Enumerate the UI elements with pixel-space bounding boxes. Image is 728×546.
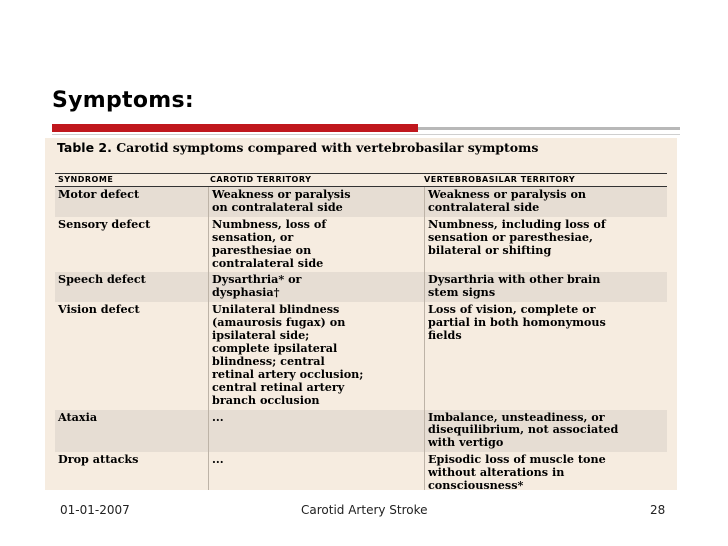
carotid-line: dysphasia†	[212, 285, 280, 300]
footer-page-number: 28	[650, 503, 666, 517]
vertebrobasilar-line: Loss of vision, complete or	[428, 302, 596, 317]
syndrome-cell: Motor defect	[55, 187, 209, 217]
carotid-cell	[209, 410, 425, 453]
table-caption	[57, 140, 657, 155]
vertebrobasilar-line: without alterations in	[428, 465, 565, 480]
vertebrobasilar-cell	[425, 187, 668, 217]
vertebrobasilar-cell	[425, 302, 668, 409]
table-row	[55, 452, 667, 490]
carotid-line: Dysarthria* or	[212, 272, 302, 287]
table-row	[55, 410, 667, 453]
carotid-cell	[209, 452, 425, 490]
vertebrobasilar-line: Numbness, including loss of	[428, 216, 606, 231]
title-underline-accent	[52, 124, 418, 132]
table-row	[55, 272, 667, 302]
carotid-cell	[209, 217, 425, 273]
carotid-line: on contralateral side	[212, 199, 343, 214]
vertebrobasilar-line: contralateral side	[428, 199, 540, 214]
carotid-line: complete ipsilateral	[212, 340, 338, 355]
carotid-line: ...	[212, 409, 224, 424]
syndrome-cell: Drop attacks	[55, 452, 209, 490]
vertebrobasilar-line: Episodic loss of muscle tone	[428, 452, 606, 467]
table-row	[55, 217, 667, 273]
syndrome-cell: Sensory defect	[55, 217, 209, 273]
carotid-line: paresthesiae on	[212, 242, 312, 257]
table-header	[55, 173, 667, 187]
carotid-line: ipsilateral side;	[212, 328, 310, 343]
vertebrobasilar-cell	[425, 452, 668, 490]
carotid-line: contralateral side	[212, 255, 324, 270]
vertebrobasilar-line: consciousness*	[428, 478, 524, 490]
vertebrobasilar-line: bilateral or shifting	[428, 242, 552, 257]
title-divider	[52, 134, 680, 135]
slide-title: Symptoms:	[52, 88, 195, 113]
carotid-cell	[209, 302, 425, 409]
footer-title: Carotid Artery Stroke	[301, 503, 428, 517]
carotid-line: blindness; central	[212, 353, 325, 368]
vertebrobasilar-cell	[425, 272, 668, 302]
vertebrobasilar-line: Imbalance, unsteadiness, or	[428, 409, 605, 424]
table-caption-label: Table 2.	[57, 140, 112, 155]
vertebrobasilar-line: sensation or paresthesiae,	[428, 229, 593, 244]
title-underline-rule	[418, 127, 680, 130]
syndrome-cell: Speech defect	[55, 272, 209, 302]
vertebrobasilar-line: stem signs	[428, 285, 496, 300]
vertebrobasilar-line: Dysarthria with other brain	[428, 272, 601, 287]
syndrome-cell: Ataxia	[55, 410, 209, 453]
syndrome-cell: Vision defect	[55, 302, 209, 409]
vertebrobasilar-line: disequilibrium, not associated	[428, 422, 619, 437]
vertebrobasilar-line: Weakness or paralysis on	[428, 187, 587, 201]
vertebrobasilar-line: with vertigo	[428, 435, 504, 450]
carotid-line: Numbness, loss of	[212, 216, 327, 231]
carotid-line: sensation, or	[212, 229, 294, 244]
vertebrobasilar-cell	[425, 217, 668, 273]
carotid-line: (amaurosis fugax) on	[212, 315, 346, 330]
header-vertebrobasilar: VERTEBROBASILAR TERRITORY	[424, 175, 576, 184]
carotid-line: branch occlusion	[212, 392, 320, 407]
carotid-line: Unilateral blindness	[212, 302, 340, 317]
table-figure	[45, 138, 677, 490]
table-row	[55, 302, 667, 409]
carotid-line: central retinal artery	[212, 379, 345, 394]
header-syndrome: SYNDROME	[58, 175, 114, 184]
carotid-line: retinal artery occlusion;	[212, 366, 364, 381]
carotid-line: ...	[212, 452, 224, 467]
header-carotid: CAROTID TERRITORY	[210, 175, 312, 184]
carotid-line: Weakness or paralysis	[212, 187, 351, 201]
vertebrobasilar-cell	[425, 410, 668, 453]
table-row	[55, 187, 667, 217]
carotid-cell	[209, 272, 425, 302]
footer-date: 01-01-2007	[60, 503, 130, 517]
vertebrobasilar-line: partial in both homonymous	[428, 315, 606, 330]
vertebrobasilar-line: fields	[428, 328, 462, 343]
carotid-cell	[209, 187, 425, 217]
symptoms-table	[55, 187, 667, 490]
table-caption-text: Carotid symptoms compared with vertebrobasilar symptoms	[116, 140, 539, 155]
